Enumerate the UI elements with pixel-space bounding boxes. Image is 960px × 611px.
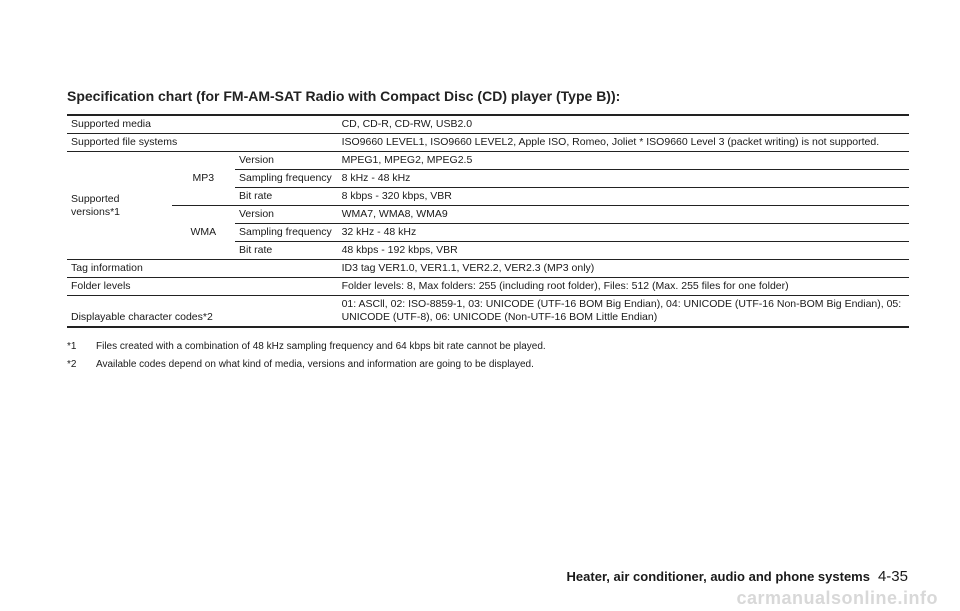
footnote [67, 338, 546, 356]
row-value: Folder levels: 8, Max folders: 255 (including root folder), Files: 512 (Max. 255 files for one folder) [338, 278, 909, 296]
row-value: ID3 tag VER1.0, VER1.1, VER2.2, VER2.3 (MP3 only) [338, 260, 909, 278]
row-value: 32 kHz - 48 kHz [338, 224, 909, 242]
table-row [67, 152, 909, 170]
page-footer [567, 568, 908, 585]
table-row [67, 278, 909, 296]
sub-label: Bit rate [235, 188, 338, 206]
footnote-text: Available codes depend on what kind of media, versions and information are going to be displayed. [96, 359, 534, 370]
wma-label: WMA [172, 206, 235, 260]
table-row [67, 206, 909, 224]
row-value: MPEG1, MPEG2, MPEG2.5 [338, 152, 909, 170]
row-value: 8 kbps - 320 kbps, VBR [338, 188, 909, 206]
row-value: 8 kHz - 48 kHz [338, 170, 909, 188]
table-row [67, 296, 909, 328]
sub-label: Sampling frequency [235, 170, 338, 188]
mp3-label: MP3 [172, 152, 235, 206]
row-value: 48 kbps - 192 kbps, VBR [338, 242, 909, 260]
footnote [67, 356, 546, 374]
footnote-mark: *2 [67, 359, 77, 370]
row-label: Supported file systems [67, 134, 338, 152]
versions-label: Supported versions*1 [67, 152, 172, 260]
footnote-mark: *1 [67, 341, 77, 352]
sub-label: Version [235, 152, 338, 170]
row-label: Displayable character codes*2 [67, 296, 338, 328]
footnotes [67, 338, 546, 374]
row-value: CD, CD-R, CD-RW, USB2.0 [341, 118, 473, 130]
sub-label: Version [235, 206, 338, 224]
row-value: ISO9660 LEVEL1, ISO9660 LEVEL2, Apple ISO, Romeo, Joliet * ISO9660 Level 3 (packet writing) is not supported. [338, 134, 909, 152]
sub-label: Sampling frequency [235, 224, 338, 242]
spec-table [67, 114, 909, 328]
page-number: 4-35 [877, 568, 908, 585]
row-label: Folder levels [67, 278, 338, 296]
table-row [67, 260, 909, 278]
row-value: WMA7, WMA8, WMA9 [338, 206, 909, 224]
page-title: Specification chart (for FM-AM-SAT Radio with Compact Disc (CD) player (Type B)): [67, 88, 621, 104]
row-label: Tag information [67, 260, 338, 278]
table-row [67, 115, 909, 134]
table-row [67, 134, 909, 152]
row-label: Supported media [71, 118, 151, 130]
watermark: carmanualsonline.info [736, 588, 938, 608]
section-title: Heater, air conditioner, audio and phone systems [566, 569, 870, 584]
sub-label: Bit rate [235, 242, 338, 260]
row-value: 01: ASCll, 02: ISO-8859-1, 03: UNICODE (UTF-16 BOM Big Endian), 04: UNICODE (UTF-16 Non-BOM Big Endian), 05: UNICODE (UTF-8), 06: UNICODE (Non-UTF-16 BOM Little Endian) [338, 296, 909, 328]
footnote-text: Files created with a combination of 48 kHz sampling frequency and 64 kbps bit rate cannot be played. [96, 341, 546, 352]
